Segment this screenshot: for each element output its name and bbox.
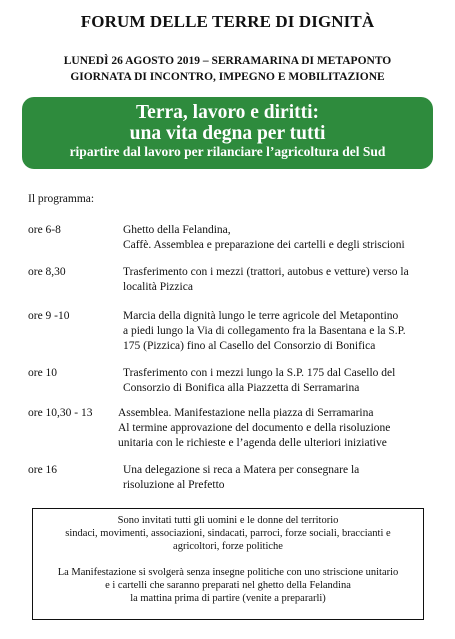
headline-banner: [22, 97, 433, 169]
programme-line: Marcia della dignità lungo le terre agricole del Metapontino: [123, 310, 399, 322]
programme-line: Una delegazione si reca a Matera per consegnare la: [123, 464, 360, 476]
programme-description: [123, 223, 443, 253]
notice-line: la mattina prima di partire (venite a prepararli): [130, 593, 326, 604]
invitation-notice-box: [32, 508, 424, 620]
programme-time: ore 10,30 - 13: [28, 407, 93, 419]
notice-spacer: [33, 553, 423, 566]
programme-line: a piedi lungo la Via di collegamento fra la Basentana e la S.P.: [123, 325, 406, 337]
programme-description: [123, 366, 443, 396]
programme-line: 175 (Pizzica) fino al Casello del Consorzio di Bonifica: [123, 340, 376, 352]
banner-line-3: ripartire dal lavoro per rilanciare l’agricoltura del Sud: [69, 144, 386, 159]
programme-description: [123, 265, 443, 295]
programme-line: Ghetto della Felandina,: [123, 224, 231, 236]
programme-description: [123, 309, 443, 354]
programme-line: Trasferimento con i mezzi (trattori, autobus e vetture) verso la: [123, 266, 409, 278]
banner-line-2: una vita degna per tutti: [129, 123, 326, 144]
notice-line: Sono invitati tutti gli uomini e le donne del territorio: [117, 515, 339, 526]
notice-line: sindaci, movimenti, associazioni, sindacati, parroci, forze sociali, braccianti e: [65, 528, 391, 539]
notice-line: agricoltori, forze politiche: [173, 541, 283, 552]
programme-line: Consorzio di Bonifica alla Piazzetta di Serramarina: [123, 382, 360, 394]
programme-description: [118, 406, 443, 451]
programme-time: ore 10: [28, 367, 58, 379]
notice-line: e i cartelli che saranno preparati nel ghetto della Felandina: [105, 580, 351, 591]
programme-time: ore 16: [28, 464, 58, 476]
event-description-line: GIORNATA DI INCONTRO, IMPEGNO E MOBILITAZIONE: [70, 71, 385, 83]
date-location-line: LUNEDÌ 26 AGOSTO 2019 – SERRAMARINA DI METAPONTO: [63, 55, 392, 67]
programme-time: ore 9 -10: [28, 310, 70, 322]
programme-line: Caffè. Assemblea e preparazione dei cartelli e degli striscioni: [123, 239, 405, 251]
banner-line-1: Terra, lavoro e diritti:: [135, 102, 320, 123]
programme-line: Assemblea. Manifestazione nella piazza di Serramarina: [118, 407, 374, 419]
notice-line: La Manifestazione si svolgerà senza insegne politiche con uno striscione unitario: [57, 567, 399, 578]
programme-intro: Il programma:: [28, 193, 95, 205]
programme-line: Al termine approvazione del documento e della risoluzione: [118, 422, 391, 434]
programme-time: ore 8,30: [28, 266, 66, 278]
page-title: FORUM DELLE TERRE DI DIGNITÀ: [80, 12, 375, 31]
programme-line: località Pizzica: [123, 281, 193, 293]
programme-description: [123, 463, 443, 493]
programme-line: risoluzione al Prefetto: [123, 479, 225, 491]
programme-line: unitaria con le richieste e l’agenda delle ulteriori iniziative: [118, 437, 387, 449]
programme-time: ore 6-8: [28, 224, 61, 236]
programme-line: Trasferimento con i mezzi lungo la S.P. 175 dal Casello del: [123, 367, 396, 379]
